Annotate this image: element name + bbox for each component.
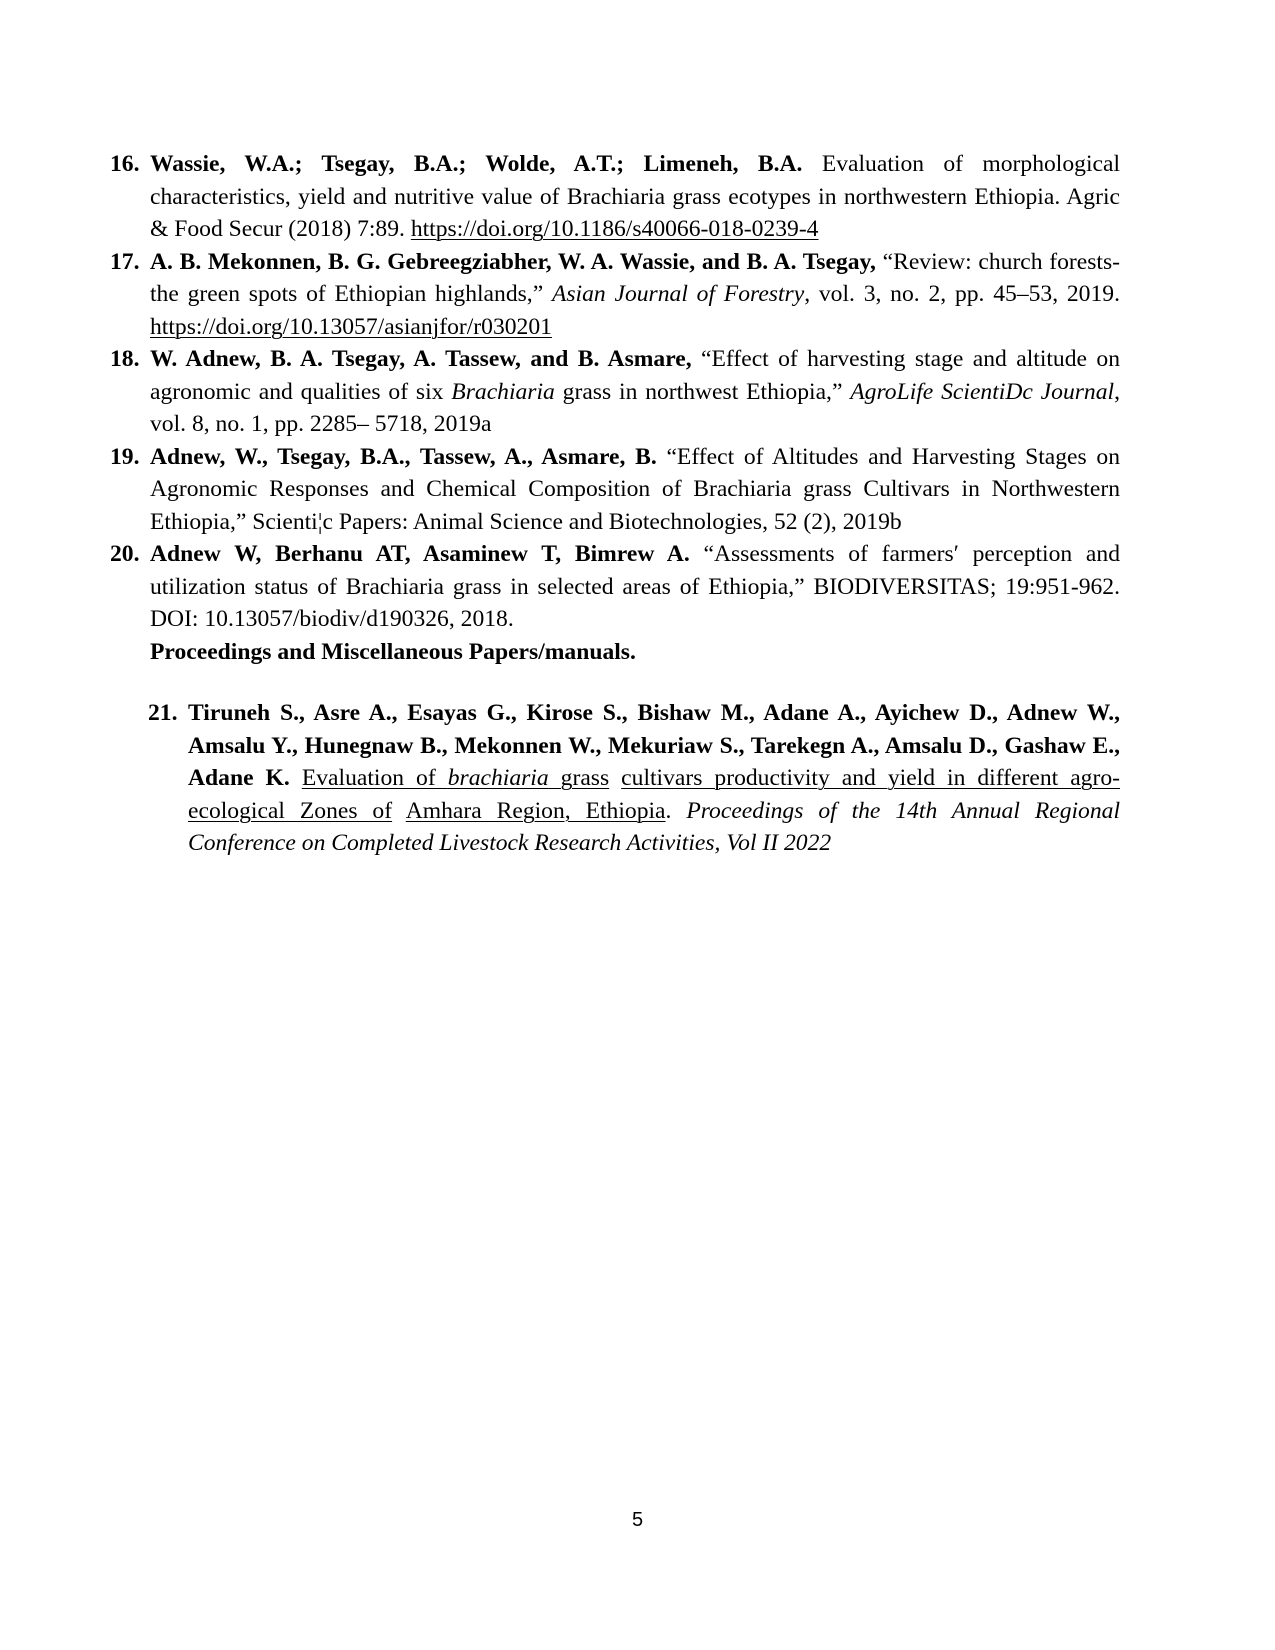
reference-source: Proceedings of the 14th Annual Regional Conference on Completed Livestock Research Activities, Vol II 2022	[188, 797, 1120, 856]
proceedings-list	[148, 697, 1120, 860]
reference-number: 16.	[110, 151, 140, 177]
reference-number: 17.	[110, 248, 140, 275]
reference-doi-link[interactable]: https://doi.org/10.13057/asianjfor/r030201	[150, 313, 552, 340]
reference-text: , vol. 3, no. 2, pp. 45–53, 2019.	[804, 281, 1120, 307]
title-part: Evaluation of	[301, 765, 448, 791]
page-number: 5	[631, 1509, 644, 1531]
reference-title: Amhara Region, Ethiopia	[405, 797, 666, 824]
reference-number: 21.	[148, 700, 178, 726]
section-heading: Proceedings and Miscellaneous Papers/manuals.	[150, 638, 636, 665]
reference-authors: Tiruneh S., Asre A., Esayas G., Kirose S., Bishaw M., Adane A., Ayichew D., Adnew W., Amsalu Y., Hunegnaw B., Mekonnen W., Mekuriaw S., Tarekegn A., Amsalu D., Gashaw E., Adane K.	[188, 700, 1120, 791]
reference-doi-link[interactable]: https://doi.org/10.1186/s40066-018-0239-4	[410, 216, 819, 242]
reference-authors: A. B. Mekonnen, B. G. Gebreegziabher, W. A. Wassie, and B. A. Tsegay,	[150, 248, 876, 275]
reference-genus: Brachiaria	[451, 378, 555, 405]
reference-text: “Effect of harvesting stage and altitude on agronomic and qualities of six	[150, 346, 1120, 405]
reference-text: “Review: church forests-the green spots of Ethiopian highlands,”	[150, 248, 1120, 307]
reference-text: , vol. 8, no. 1, pp. 2285– 5718, 2019a	[150, 378, 1120, 437]
reference-journal: Asian Journal of Forestry	[551, 281, 805, 307]
reference-text: grass in northwest Ethiopia,”	[554, 378, 851, 405]
reference-text: Evaluation of morphological characteristics, yield and nutritive value of Brachiaria grass ecotypes in northwestern Ethiopia. Agric & Food Secur (2018) 7:89.	[150, 151, 1120, 242]
reference-title	[302, 765, 609, 791]
reference-text: “Assessments of farmers′ perception and utilization status of Brachiaria grass in selected areas of Ethiopia,” BIODIVERSITAS; 19:951-962. DOI: 10.13057/biodiv/d190326, 2018.	[150, 541, 1120, 632]
reference-number: 19.	[110, 443, 140, 470]
title-part: grass	[548, 765, 610, 791]
reference-item	[110, 343, 1120, 441]
reference-number: 18.	[110, 346, 140, 372]
reference-item	[110, 441, 1120, 539]
title-genus: brachiaria	[447, 765, 549, 791]
reference-item	[110, 148, 1120, 246]
reference-authors: Adnew W, Berhanu AT, Asaminew T, Bimrew A.	[150, 541, 690, 567]
reference-item	[110, 246, 1120, 344]
reference-list	[110, 148, 1120, 668]
reference-authors: Wassie, W.A.; Tsegay, B.A.; Wolde, A.T.; Limeneh, B.A.	[150, 151, 803, 177]
reference-item	[110, 538, 1120, 636]
reference-text: “Effect of Altitudes and Harvesting Stages on Agronomic Responses and Chemical Composition of Brachiaria grass Cultivars in Northwestern Ethiopia,” Scienti¦c Papers: Animal Science and Biotechnologies, 52 (2), 2019b	[150, 443, 1120, 535]
proceedings-item: 21. Tiruneh S., Asre A., Esayas G., Kirose S., Bishaw M., Adane A., Ayichew D., Adnew W., Amsalu Y., Hunegnaw B., Mekonnen W., Mekuriaw S., Tarekegn A., Amsalu D., Gashaw E., Adane K. Evaluation of brachiaria grass cultivars productivity and yield in different agro-ecological Zones of Amhara Region, Ethiopia. Proceedings of the 14th Annual Regional Conference on Completed Livestock Research Activities, Vol II 2022	[148, 697, 1120, 860]
reference-authors: Adnew, W., Tsegay, B.A., Tassew, A., Asmare, B.	[150, 443, 657, 470]
reference-journal: AgroLife ScientiDc Journal	[850, 378, 1115, 405]
reference-title: cultivars productivity and yield in different agro-ecological Zones of	[188, 765, 1120, 824]
reference-number: 20.	[110, 541, 140, 567]
reference-authors: W. Adnew, B. A. Tsegay, A. Tassew, and B. Asmare,	[150, 346, 692, 372]
